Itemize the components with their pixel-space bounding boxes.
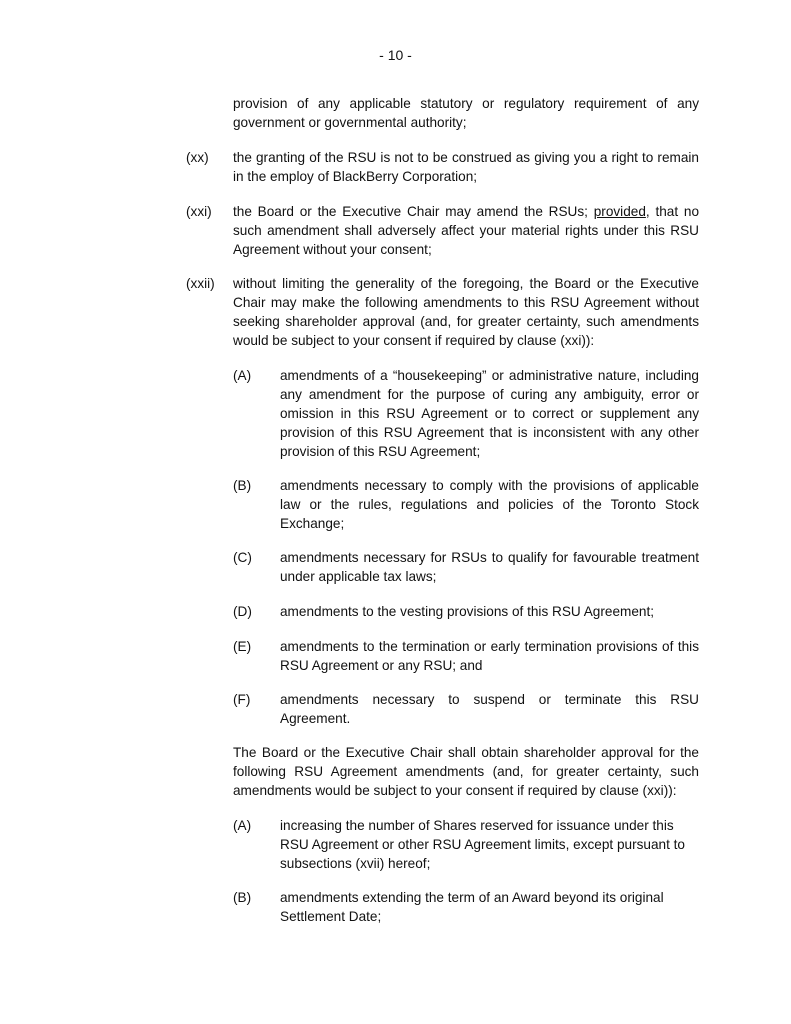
sub-item-label-e: (E) (233, 639, 252, 654)
continued-paragraph: provision of any applicable statutory or regulatory requirement of any government or governmental authority; (233, 96, 699, 130)
clause-text-xxii: without limiting the generality of the foregoing, the Board or the Executive Chair may make the following amendments to this RSU Agreement without seeking shareholder approval (and, for greater certainty, such amendments would be subject to your consent if required by clause (xxi)): (233, 276, 699, 348)
clause-text-xxi (233, 202, 699, 259)
sub-item-text-f: amendments necessary to suspend or terminate this RSU Agreement. (280, 692, 699, 726)
page-number: - 10 - (379, 47, 412, 63)
sub-item-label-b: (B) (233, 478, 252, 493)
clause-label-xx: (xx) (186, 150, 209, 165)
sub-item-label-a: (A) (233, 368, 252, 383)
sub-item-label-d: (D) (233, 604, 252, 619)
clause-label-xxi: (xxi) (186, 204, 212, 219)
approval-item-text-a: increasing the number of Shares reserved for issuance under this RSU Agreement or other RSU Agreement limits, except pursuant to subsections (xvii) hereof; (280, 818, 685, 871)
sub-item-label-f: (F) (233, 692, 251, 707)
sub-item-text-e: amendments to the termination or early termination provisions of this RSU Agreement or any RSU; and (280, 639, 699, 673)
clause-xxi-text-before: the Board or the Executive Chair may amend the RSUs; (233, 204, 594, 219)
sub-item-label-c: (C) (233, 550, 252, 565)
sub-item-text-c: amendments necessary for RSUs to qualify for favourable treatment under applicable tax laws; (280, 550, 699, 584)
provided-underlined-term: provided (593, 204, 646, 219)
sub-item-text-d: amendments to the vesting provisions of this RSU Agreement; (280, 604, 655, 619)
approval-item-text-b: amendments extending the term of an Award beyond its original Settlement Date; (280, 890, 664, 924)
clause-xxi-text-after: , that no such amendment shall adversely affect your material rights under this RSU Agreement without your consent; (233, 204, 700, 257)
approval-item-label-a: (A) (233, 818, 252, 833)
clause-text-xx: the granting of the RSU is not to be construed as giving you a right to remain in the employ of BlackBerry Corporation; (233, 150, 699, 184)
clause-label-xxii: (xxii) (186, 276, 215, 291)
shareholder-approval-paragraph: The Board or the Executive Chair shall obtain shareholder approval for the following RSU Agreement amendments (and, for greater certainty, such amendments would be subject to your consent if required by clause (xxi)): (233, 745, 699, 798)
sub-item-text-b: amendments necessary to comply with the provisions of applicable law or the rules, regulations and policies of the Toronto Stock Exchange; (280, 478, 699, 531)
sub-item-text-a: amendments of a “housekeeping” or administrative nature, including any amendment for the purpose of curing any ambiguity, error or omission in this RSU Agreement or to correct or supplement any provision of this RSU Agreement that is inconsistent with any other provision of this RSU Agreement; (280, 368, 699, 459)
approval-item-label-b: (B) (233, 890, 252, 905)
